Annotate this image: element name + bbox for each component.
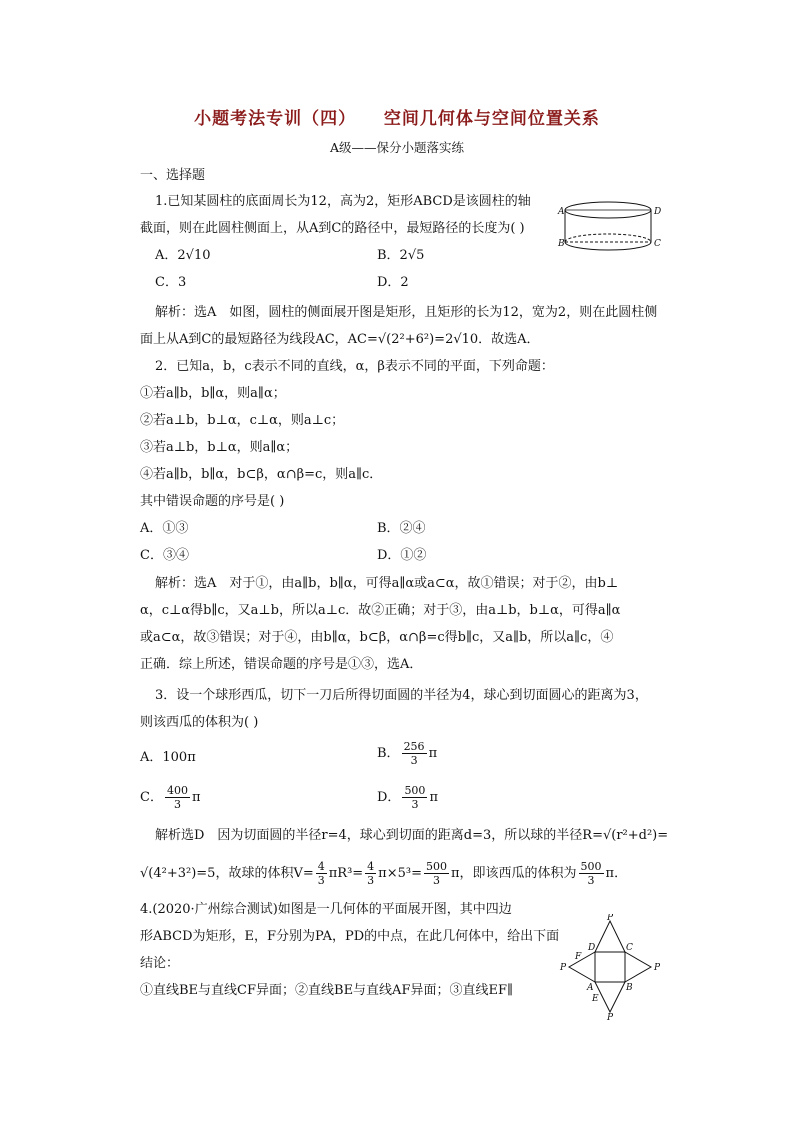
q3-sol-fraction-4-num: 500 — [580, 860, 602, 873]
q1-option-b: B．2√5 — [377, 248, 425, 263]
q2-option-c: C．③④ — [140, 548, 189, 563]
q3-sol-fraction-1-den: 3 — [317, 874, 325, 887]
q3-sol-fraction-2 — [365, 860, 376, 887]
q4-line-3: 结论： — [140, 956, 180, 971]
q3-option-d — [377, 784, 438, 811]
q3-sol-fraction-3-num: 500 — [425, 860, 447, 873]
q3-option-c-fraction — [165, 784, 190, 811]
q4-line-2: 形ABCD为矩形，E，F分别为PA，PD的中点，在此几何体中，给出下面 — [140, 929, 560, 944]
q2-option-d: D．①② — [377, 548, 427, 563]
q1-option-d: D．2 — [377, 275, 409, 290]
net-label-p-bottom: P — [607, 1013, 614, 1020]
q3-solution-line-1: 解析选D 因为切面圆的半径r=4，球心到切面的距离d=3，所以球的半径R=√(r²+d²)= — [155, 828, 669, 843]
net-label-c: C — [626, 943, 633, 953]
q1-solution-line-1: 解析：选A 如图，圆柱的侧面展开图是矩形，且矩形的长为12，宽为2，则在此圆柱侧 — [155, 305, 658, 320]
q3-option-b-numerator: 256 — [403, 740, 425, 753]
q3-sol-text-e: π． — [605, 866, 628, 881]
net-label-f: F — [575, 952, 582, 962]
q3-option-c — [140, 784, 201, 811]
net-figure — [558, 914, 662, 1020]
q2-solution-line-1: 解析：选A 对于①，由a∥b，b∥α，可得a∥α或a⊂α，故①错误；对于②，由b⊥ — [155, 576, 619, 591]
cyl-label-c: C — [654, 239, 661, 249]
net-label-p-left: P — [560, 963, 567, 973]
q3-sol-fraction-4-den: 3 — [587, 874, 595, 887]
q3-option-c-label: C． — [140, 790, 163, 805]
net-label-p-top: P — [607, 914, 614, 923]
q2-proposition-1: ①若a∥b，b∥α，则a∥α； — [140, 386, 286, 401]
q2-option-b: B．②④ — [377, 521, 426, 536]
q1-line-1: 1.已知某圆柱的底面周长为12，高为2，矩形ABCD是该圆柱的轴 — [155, 194, 531, 209]
q3-option-d-numerator: 500 — [404, 784, 426, 797]
q2-proposition-4: ④若a∥b，b∥α，b⊂β，α∩β=c，则a∥c． — [140, 467, 383, 482]
cyl-label-a: A — [558, 207, 565, 217]
q2-solution-line-3: 或a⊂α，故③错误；对于④，由b∥α，b⊂β，α∩β=c得b∥c，又a∥b，所以a∥c，④ — [140, 630, 614, 645]
q3-option-d-denominator: 3 — [411, 798, 419, 811]
q4-line-1: 4.(2020·广州综合测试)如图是一几何体的平面展开图，其中四边 — [140, 902, 512, 917]
q2-question: 其中错误命题的序号是( ) — [140, 494, 285, 509]
q3-option-c-pi: π — [191, 790, 201, 805]
q3-option-d-fraction — [402, 784, 427, 811]
q2-solution-line-4: 正确．综上所述，错误命题的序号是①③，选A． — [140, 657, 423, 672]
q3-sol-text-b: πR³= — [328, 866, 364, 881]
q2-proposition-2: ②若a⊥b，b⊥α，c⊥α，则a⊥c； — [140, 413, 345, 428]
q3-sol-text-c: π×5³= — [378, 866, 422, 881]
q3-option-c-numerator: 400 — [166, 784, 188, 797]
q3-line-1: 3．设一个球形西瓜，切下一刀后所得切面圆的半径为4，球心到切面圆心的距离为3， — [155, 688, 648, 703]
q3-sol-fraction-1 — [316, 860, 327, 887]
q3-option-b-denominator: 3 — [410, 754, 418, 767]
page-subtitle: A级——保分小题落实练 — [329, 140, 465, 155]
net-label-b: B — [626, 983, 633, 993]
q3-line-2: 则该西瓜的体积为( ) — [140, 715, 259, 730]
q3-sol-fraction-2-den: 3 — [367, 874, 375, 887]
net-label-d: D — [588, 943, 596, 953]
q2-option-a: A．①③ — [140, 521, 189, 536]
page-title: 小题考法专训（四） 空间几何体与空间位置关系 — [194, 109, 600, 129]
q3-option-b-fraction — [402, 740, 427, 767]
q3-sol-text-a: √(4²+3²)=5，故球的体积V= — [140, 866, 314, 881]
q3-solution-line-2 — [140, 860, 627, 887]
q1-option-a: A．2√10 — [155, 248, 211, 263]
q3-sol-text-d: π，即该西瓜的体积为 — [450, 866, 577, 881]
q1-solution-line-2: 面上从A到C的最短路径为线段AC，AC=√(2²+6²)=2√10．故选A． — [140, 332, 540, 347]
q2-solution-line-2: α，c⊥α得b∥c，又a⊥b，所以a⊥c．故②正确；对于③，由a⊥b，b⊥α，可得a∥α — [140, 603, 621, 618]
q3-option-c-denominator: 3 — [173, 798, 181, 811]
q2-proposition-3: ③若a⊥b，b⊥α，则a∥α； — [140, 440, 299, 455]
q3-sol-fraction-1-num: 4 — [317, 860, 325, 873]
cyl-label-b: B — [558, 239, 565, 249]
q3-sol-fraction-4 — [579, 860, 604, 887]
q2-line-1: 2．已知a，b，c表示不同的直线，α，β表示不同的平面，下列命题： — [155, 359, 554, 374]
q4-line-4: ①直线BE与直线CF异面；②直线BE与直线AF异面；③直线EF∥ — [140, 983, 513, 998]
q1-option-c: C．3 — [155, 275, 187, 290]
section-heading: 一、选择题 — [140, 168, 206, 183]
q3-sol-fraction-3-den: 3 — [432, 874, 440, 887]
cylinder-figure — [555, 198, 665, 258]
q3-option-a: A．100π — [140, 750, 196, 765]
q3-option-d-label: D． — [377, 790, 401, 805]
q3-option-b-pi: π — [428, 746, 438, 761]
q3-sol-fraction-3 — [424, 860, 449, 887]
q3-option-b — [377, 740, 437, 767]
q3-sol-fraction-2-num: 4 — [367, 860, 375, 873]
cyl-label-d: D — [654, 207, 662, 217]
q3-option-b-label: B． — [377, 746, 400, 761]
net-label-p-right: P — [654, 963, 661, 973]
net-label-e: E — [592, 994, 599, 1004]
q1-line-2: 截面，则在此圆柱侧面上，从A到C的路径中，最短路径的长度为( ) — [140, 221, 525, 236]
net-label-a: A — [587, 983, 594, 993]
q3-option-d-pi: π — [429, 790, 438, 805]
